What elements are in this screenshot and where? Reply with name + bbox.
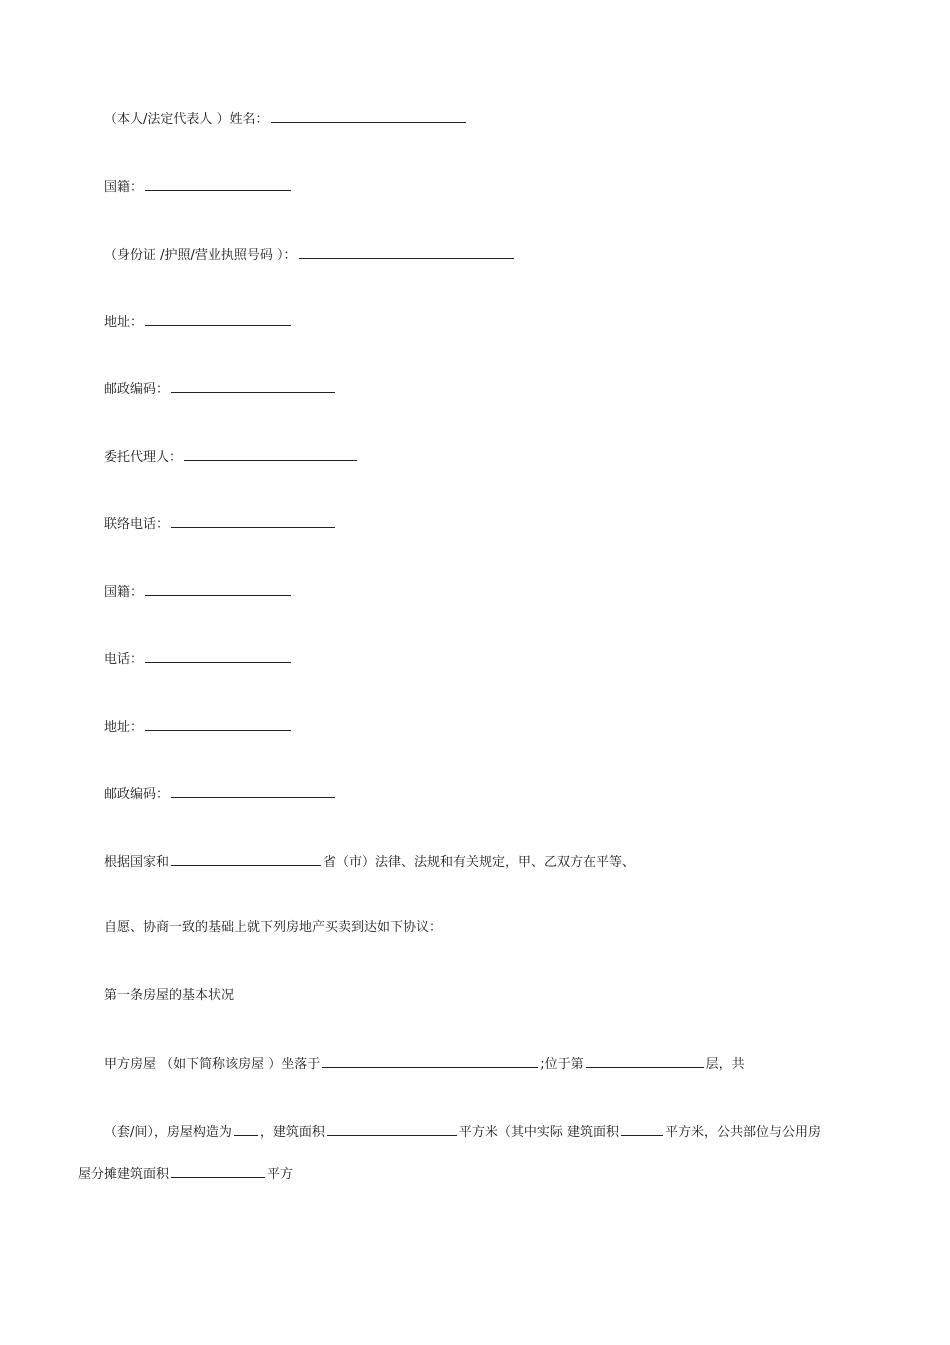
article-text: 平方 <box>267 1167 294 1182</box>
postcode-row-2 <box>104 785 337 803</box>
name-blank[interactable] <box>271 110 466 123</box>
article-text: 平方米（其中实际 建筑面积 <box>458 1125 620 1140</box>
actual-area-blank[interactable] <box>621 1123 663 1136</box>
location-blank[interactable] <box>322 1055 538 1068</box>
postcode-label: 邮政编码： <box>104 382 170 397</box>
article-text: 屋分摊建筑面积 <box>78 1167 170 1182</box>
shared-area-blank[interactable] <box>171 1165 265 1178</box>
article1-line-1 <box>104 1055 745 1073</box>
article-text: （套/间），房屋构造为 <box>104 1125 232 1140</box>
nationality-row-1 <box>104 178 293 196</box>
contact-phone-row <box>104 515 337 533</box>
name-row <box>104 110 468 128</box>
building-area-blank[interactable] <box>327 1123 457 1136</box>
phone-label: 电话： <box>104 652 144 667</box>
nationality-row-2 <box>104 583 293 601</box>
nationality-blank[interactable] <box>145 583 291 596</box>
address-label: 地址： <box>104 315 144 330</box>
nationality-label: 国籍： <box>104 585 144 600</box>
id-label: （身份证 /护照/营业执照号码 ）： <box>104 248 297 263</box>
address-blank[interactable] <box>145 313 291 326</box>
postcode-blank[interactable] <box>171 785 335 798</box>
postcode-row-1 <box>104 380 337 398</box>
agent-label: 委托代理人： <box>104 450 183 465</box>
article1-line-3 <box>78 1165 293 1183</box>
preamble-text: 省（市）法律、法规和有关规定，甲、乙双方在平等、 <box>323 855 636 870</box>
phone-blank[interactable] <box>145 650 291 663</box>
province-blank[interactable] <box>171 853 321 866</box>
address-row-2 <box>104 718 293 736</box>
postcode-label: 邮政编码： <box>104 787 170 802</box>
article-text: 层，共 <box>705 1057 745 1072</box>
article1-line-2 <box>104 1123 821 1141</box>
postcode-blank[interactable] <box>171 380 335 393</box>
preamble-line-1 <box>104 853 635 871</box>
article-heading: 第一条房屋的基本状况 <box>104 988 235 1003</box>
contact-phone-label: 联络电话： <box>104 517 170 532</box>
id-blank[interactable] <box>299 246 514 259</box>
preamble-text: 自愿、协商一致的基础上就下列房地产买卖到达如下协议： <box>104 920 443 935</box>
agent-row <box>104 448 359 466</box>
address-label: 地址： <box>104 720 144 735</box>
floor-blank[interactable] <box>586 1055 704 1068</box>
name-label: （本人/法定代表人 ）姓名： <box>104 112 269 127</box>
structure-blank[interactable] <box>234 1123 258 1136</box>
contact-phone-blank[interactable] <box>171 515 335 528</box>
article-text: ，建筑面积 <box>259 1125 325 1140</box>
article1-heading <box>104 988 234 1004</box>
preamble-line-2 <box>104 920 442 936</box>
address-row-1 <box>104 313 293 331</box>
id-row <box>104 246 516 264</box>
phone-row <box>104 650 293 668</box>
preamble-text: 根据国家和 <box>104 855 170 870</box>
address-blank[interactable] <box>145 718 291 731</box>
article-text: ;位于第 <box>540 1057 584 1072</box>
article-text: 甲方房屋 （如下简称该房屋 ）坐落于 <box>104 1057 321 1072</box>
nationality-blank[interactable] <box>145 178 291 191</box>
nationality-label: 国籍： <box>104 180 144 195</box>
agent-blank[interactable] <box>184 448 357 461</box>
article-text: 平方米，公共部位与公用房 <box>665 1125 822 1140</box>
